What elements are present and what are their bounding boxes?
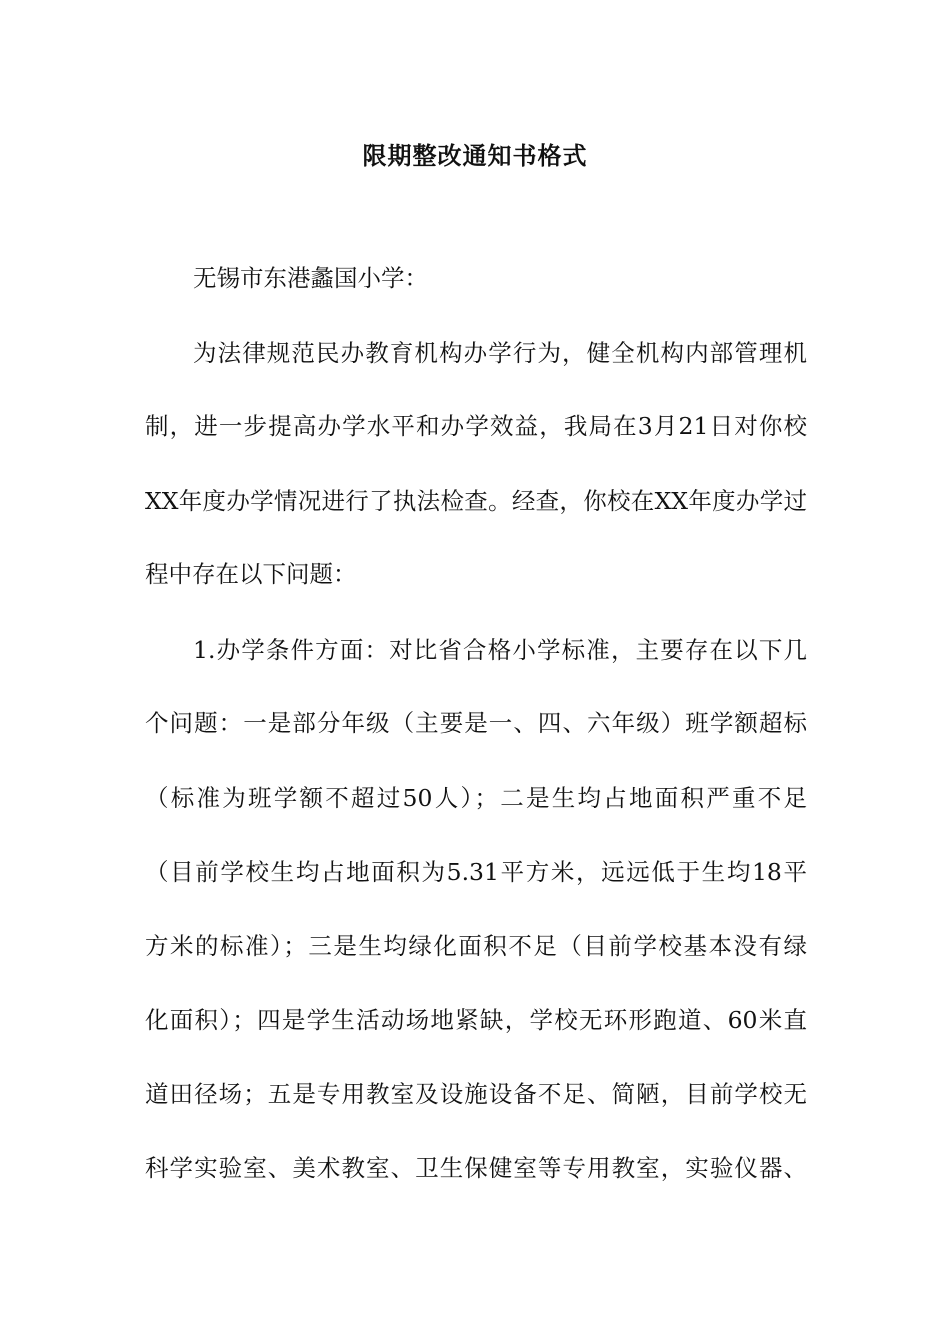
paragraph-2-line-3: （标准为班学额不超过50人）；二是生均占地面积严重不足 (145, 784, 807, 812)
paragraph-1-line-2: 制，进一步提高办学水平和办学效益，我局在3月21日对你校 (145, 412, 807, 440)
paragraph-2-line-6: 化面积）；四是学生活动场地紧缺，学校无环形跑道、60米直 (145, 1006, 807, 1034)
salutation: 无锡市东港蠡国小学： (193, 264, 428, 292)
paragraph-1-line-3: XX年度办学情况进行了执法检查。经查，你校在XX年度办学过 (145, 487, 807, 515)
document-title: 限期整改通知书格式 (362, 141, 588, 170)
paragraph-2-line-4: （目前学校生均占地面积为5.31平方米，远远低于生均18平 (145, 858, 807, 886)
paragraph-2-line-7: 道田径场；五是专用教室及设施设备不足、简陋，目前学校无 (145, 1080, 807, 1108)
paragraph-2-line-2: 个问题：一是部分年级（主要是一、四、六年级）班学额超标 (145, 709, 807, 737)
paragraph-1-line-4: 程中存在以下问题： (145, 560, 357, 588)
paragraph-1-line-1: 为法律规范民办教育机构办学行为，健全机构内部管理机 (193, 339, 807, 367)
paragraph-2-line-8: 科学实验室、美术教室、卫生保健室等专用教室，实验仪器、 (145, 1154, 807, 1182)
paragraph-2-line-5: 方米的标准）；三是生均绿化面积不足（目前学校基本没有绿 (145, 932, 807, 960)
paragraph-2-line-1: 1.办学条件方面：对比省合格小学标准，主要存在以下几 (193, 636, 807, 664)
